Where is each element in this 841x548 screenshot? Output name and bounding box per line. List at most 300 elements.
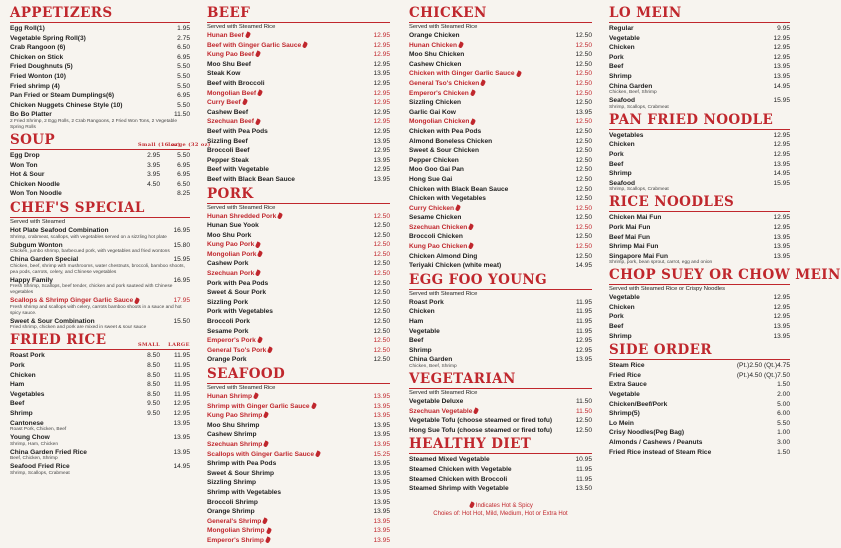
menu-item xyxy=(409,117,592,127)
menu-item xyxy=(207,421,390,431)
item-price: 1.50 xyxy=(777,381,790,389)
section-fried-rice xyxy=(10,333,190,477)
item-large-price: 13.95 xyxy=(173,419,190,427)
item-price: 11.50 xyxy=(575,407,592,415)
item-price: 15.95 xyxy=(773,97,790,105)
menu-item xyxy=(609,72,790,82)
item-price: 13.95 xyxy=(373,527,390,535)
section-beef xyxy=(207,6,390,185)
item-price: 11.50 xyxy=(575,398,592,405)
item-name-text: General Tso's Pork xyxy=(207,346,267,354)
item-price: 12.95 xyxy=(373,108,390,116)
item-prices xyxy=(138,399,190,409)
chili-pepper-icon xyxy=(134,297,140,304)
item-name xyxy=(409,89,475,99)
section-title xyxy=(10,333,190,350)
item-name xyxy=(409,98,461,108)
item-name xyxy=(609,24,634,34)
item-description: Shrimp, Scallops, Crabmeat xyxy=(10,471,70,476)
item-name xyxy=(207,50,260,60)
item-price: 12.50 xyxy=(373,298,390,306)
item-price: (Pt.)4.50 (Qt.)7.50 xyxy=(736,371,790,379)
item-name xyxy=(609,53,624,63)
item-name xyxy=(207,526,271,536)
section-chefs-special xyxy=(10,201,190,332)
item-large-price: 11.95 xyxy=(173,352,190,360)
item-small-price: 8.50 xyxy=(147,362,160,370)
item-name xyxy=(207,79,265,89)
item-price: 6.50 xyxy=(177,44,190,52)
chili-pepper-icon xyxy=(455,204,461,211)
item-large-price: 11.95 xyxy=(173,390,190,398)
item-name xyxy=(609,34,640,44)
section-title: PORK xyxy=(207,187,390,204)
item-name-text: Chicken xyxy=(409,308,435,316)
menu-item xyxy=(10,101,190,111)
item-description: Shrimp, Scallops, Crabmeat xyxy=(609,104,669,110)
item-name-text: Almonds / Cashews / Peanuts xyxy=(609,439,703,446)
item-price: 13.95 xyxy=(373,402,390,410)
menu-item xyxy=(409,137,592,147)
chili-pepper-icon xyxy=(302,41,308,48)
item-large-price: 13.95 xyxy=(173,434,190,442)
item-large-price: 14.95 xyxy=(173,463,190,471)
item-price: 12.50 xyxy=(575,252,592,260)
item-name-text: Hot Plate Seafood Combination xyxy=(10,226,109,234)
item-name xyxy=(609,242,658,252)
item-price: 12.50 xyxy=(575,417,592,425)
menu-item xyxy=(409,307,592,317)
item-name xyxy=(207,41,307,51)
item-name xyxy=(409,455,490,465)
item-price: 6.95 xyxy=(177,53,190,61)
item-name xyxy=(10,189,62,199)
item-price: 12.95 xyxy=(373,118,390,126)
item-price: 13.95 xyxy=(373,440,390,448)
item-name xyxy=(207,411,268,421)
item-name xyxy=(207,298,248,308)
item-name xyxy=(10,180,60,190)
menu-item xyxy=(609,62,790,72)
menu-item xyxy=(409,31,592,41)
menu-item xyxy=(207,440,390,450)
section-title-text: FRIED RICE xyxy=(10,332,107,349)
item-small-price: 9.50 xyxy=(147,410,160,418)
menu-item xyxy=(409,336,592,346)
item-name-text: Moo Shu Shrimp xyxy=(207,421,260,429)
item-price: 12.95 xyxy=(773,313,790,321)
item-price: 12.95 xyxy=(773,53,790,61)
item-name xyxy=(207,269,260,279)
menu-item xyxy=(409,165,592,175)
item-price: 13.95 xyxy=(373,479,390,487)
menu-item xyxy=(207,327,390,337)
item-name xyxy=(207,421,259,431)
section-subtitle: Served with Steamed xyxy=(10,218,66,225)
menu-item xyxy=(409,69,592,79)
menu-item xyxy=(207,469,390,479)
item-name-text: Moo Shu Pork xyxy=(207,231,252,239)
menu-item xyxy=(10,34,190,44)
item-description: Shrimp, Scallops, Crabmeat xyxy=(609,187,669,193)
item-name-text: Chicken on Stick xyxy=(10,53,64,61)
item-price: 12.95 xyxy=(373,60,390,68)
menu-footer xyxy=(409,502,592,518)
item-name-text: Shrimp xyxy=(609,332,632,340)
menu-item xyxy=(409,252,592,262)
section-title: SIDE ORDER xyxy=(609,343,790,360)
menu-item xyxy=(409,242,592,252)
item-price: 15.95 xyxy=(173,256,190,264)
menu-item xyxy=(10,82,190,92)
item-price: 12.50 xyxy=(575,166,592,174)
item-name-text: Vegetable xyxy=(609,34,640,42)
item-large-price: 8.25 xyxy=(177,190,190,198)
item-price: 12.95 xyxy=(373,147,390,155)
item-name xyxy=(409,156,459,166)
item-name-text: Sweet & Sour Combination xyxy=(10,317,95,325)
item-name-text: Pork xyxy=(609,53,624,61)
item-name xyxy=(10,170,44,180)
menu-item xyxy=(609,160,790,170)
item-large-price: 6.95 xyxy=(177,171,190,179)
item-description: Beef, Chicken, Shrimp xyxy=(10,456,58,462)
item-name-text: Won Ton xyxy=(10,161,38,169)
menu-item xyxy=(207,536,390,546)
item-price: 11.95 xyxy=(575,298,592,306)
item-name-text: Orange Pork xyxy=(207,356,247,364)
item-name xyxy=(207,317,250,327)
item-name xyxy=(609,419,634,429)
item-name-text: Vegetable Tofu (choose steamed or fired tofu) xyxy=(409,417,553,425)
item-name-text: Shrimp xyxy=(10,410,33,418)
item-name xyxy=(10,380,24,390)
item-name-text: Beef xyxy=(409,337,424,345)
menu-item xyxy=(10,351,190,361)
item-price: 3.00 xyxy=(777,439,790,446)
item-price: 13.95 xyxy=(373,431,390,439)
item-name-text: Kung Pao Pork xyxy=(207,241,255,249)
item-name-text: Pork Mai Fun xyxy=(609,223,651,231)
section-subtitle: Served with Steamed Rice xyxy=(207,24,276,30)
menu-item xyxy=(609,409,790,419)
menu-item xyxy=(609,34,790,44)
item-name-text: Steam Rice xyxy=(609,362,645,370)
item-name-text: Sweet & Sour Chicken xyxy=(409,147,479,155)
menu-item xyxy=(409,156,592,166)
chili-pepper-icon xyxy=(257,89,263,96)
item-name-text: Seafood xyxy=(609,179,636,187)
item-price: 11.95 xyxy=(575,475,592,483)
item-price: 12.50 xyxy=(373,241,390,249)
item-small-price: 8.50 xyxy=(147,390,160,398)
menu-item xyxy=(207,41,390,51)
item-name xyxy=(207,31,250,41)
item-price: 12.50 xyxy=(575,70,592,78)
item-price: 12.50 xyxy=(373,222,390,230)
item-price: 1.00 xyxy=(777,429,790,437)
item-description: Chicken, Beef, Shrimp xyxy=(609,90,657,96)
menu-item xyxy=(609,213,790,223)
menu-item xyxy=(207,231,390,241)
section-subtitle: Served with Steamed Rice xyxy=(207,204,276,211)
item-large-price: 6.50 xyxy=(177,180,190,188)
menu-item xyxy=(609,303,790,313)
hot-legend-text: Indicates Hot & Spicy xyxy=(475,502,533,509)
item-prices xyxy=(138,151,190,161)
item-small-price xyxy=(138,448,160,458)
item-price: 16.95 xyxy=(173,276,190,284)
chili-pepper-icon xyxy=(267,346,273,353)
item-name-text: Chicken Mai Fun xyxy=(609,214,662,222)
item-price: 17.95 xyxy=(173,297,190,305)
item-name xyxy=(207,517,267,527)
item-name xyxy=(10,151,40,161)
item-price: 13.95 xyxy=(773,72,790,80)
item-name xyxy=(10,72,66,82)
item-name-text: Cashew Chicken xyxy=(409,60,462,68)
section-vegetarian xyxy=(409,372,592,435)
item-description: Chicken, Beef, Shrimp xyxy=(409,364,457,369)
item-name-text: Sesame Pork xyxy=(207,327,249,335)
menu-item xyxy=(10,72,190,82)
item-name-text: Shrimp with Vegetables xyxy=(207,488,282,496)
item-name-text: General's Shrimp xyxy=(207,517,262,525)
menu-item xyxy=(207,526,390,536)
item-name xyxy=(409,336,423,346)
item-price: 12.50 xyxy=(575,60,592,68)
menu-item xyxy=(10,390,190,400)
item-price: 12.50 xyxy=(373,289,390,297)
item-name xyxy=(609,380,647,390)
item-name-text: Cantonese xyxy=(10,419,44,427)
menu-item xyxy=(609,400,790,410)
chili-pepper-icon xyxy=(470,118,476,125)
item-price: 12.50 xyxy=(373,231,390,239)
item-name xyxy=(409,41,463,51)
item-name-text: Hunan Shrimp xyxy=(207,393,253,400)
menu-item xyxy=(10,151,190,161)
item-price: 12.50 xyxy=(373,212,390,220)
menu-item xyxy=(207,507,390,517)
item-name xyxy=(409,484,509,494)
item-price: 1.95 xyxy=(177,25,190,32)
item-name-text: Chicken with Black Bean Sauce xyxy=(409,185,509,193)
item-name xyxy=(207,175,295,185)
menu-item xyxy=(207,288,390,298)
item-name xyxy=(207,137,248,147)
menu-item xyxy=(609,131,790,141)
item-name-text: China Garden xyxy=(609,82,653,90)
chili-pepper-icon xyxy=(468,243,474,250)
item-small-price: 3.95 xyxy=(147,161,160,169)
menu-item xyxy=(10,170,190,180)
item-name xyxy=(409,327,440,337)
section-title: SEAFOOD xyxy=(207,367,390,384)
item-name-text: Beef with Ginger Garlic Sauce xyxy=(207,41,302,49)
menu-item xyxy=(207,146,390,156)
item-name-text: Beef with Pea Pods xyxy=(207,127,268,135)
item-name xyxy=(10,409,33,419)
item-name-text: Scallops & Shrimp Ginger Garlic Sauce xyxy=(10,297,134,305)
menu-item xyxy=(10,161,190,171)
item-name xyxy=(609,448,711,458)
small-size-header: Small (16 oz) xyxy=(138,141,181,148)
item-price: 13.95 xyxy=(373,498,390,506)
chili-pepper-icon xyxy=(257,337,263,344)
section-title: PAN FRIED NOODLE xyxy=(609,113,790,130)
chili-pepper-icon xyxy=(277,212,283,219)
section-subtitle: Served with Steamed Rice xyxy=(207,385,276,391)
item-description: Roast Pork, Chicken, Beef xyxy=(10,427,67,433)
item-name xyxy=(10,53,63,63)
item-name xyxy=(409,307,435,317)
item-price: 12.95 xyxy=(575,337,592,345)
item-name-text: Mongolian Beef xyxy=(207,89,257,97)
item-price: 15.80 xyxy=(173,241,190,249)
menu-item xyxy=(409,127,592,137)
item-name xyxy=(409,317,423,327)
item-price: 12.50 xyxy=(575,41,592,49)
menu-item xyxy=(609,150,790,160)
item-prices xyxy=(138,371,190,381)
item-price: 13.95 xyxy=(373,517,390,525)
section-title: CHEF'S SPECIAL xyxy=(10,201,190,218)
item-price: 13.95 xyxy=(773,243,790,251)
item-name xyxy=(409,346,432,356)
item-name xyxy=(609,169,632,179)
item-name xyxy=(207,231,251,241)
item-name xyxy=(609,428,684,438)
item-name-text: Szechuan Pork xyxy=(207,270,255,278)
item-name-text: China Garden Special xyxy=(10,256,79,264)
item-price: 13.95 xyxy=(373,412,390,420)
item-name xyxy=(609,131,643,141)
menu-item xyxy=(609,24,790,34)
item-name xyxy=(609,72,632,82)
item-price: 10.95 xyxy=(575,456,592,464)
item-name-text: Cashew Pork xyxy=(207,260,249,268)
menu-item xyxy=(409,108,592,118)
section-subtitle: Served with Steamed Rice or Crispy Noodles xyxy=(609,286,725,293)
item-name-text: Beef xyxy=(609,160,624,168)
item-name-text: Chicken/Beef/Pork xyxy=(609,400,668,408)
chili-pepper-icon xyxy=(255,241,261,248)
item-description: Fried shrimp, chicken and pork are mixed in sweet & sour sauce xyxy=(10,325,147,331)
large-size-header: LARGE xyxy=(168,342,190,349)
item-name xyxy=(609,140,635,150)
menu-item xyxy=(207,250,390,260)
menu-item xyxy=(10,53,190,63)
menu-item xyxy=(10,380,190,390)
item-name-text: Seafood xyxy=(609,97,636,105)
item-name xyxy=(409,137,492,147)
size-headers xyxy=(138,342,190,348)
menu-item xyxy=(10,180,190,190)
menu-item xyxy=(409,50,592,60)
item-price: 13.95 xyxy=(373,469,390,477)
menu-item xyxy=(409,98,592,108)
item-name-text: Szechuan Beef xyxy=(207,118,254,126)
item-name xyxy=(409,223,473,233)
item-price: 12.50 xyxy=(373,270,390,278)
menu-item xyxy=(409,60,592,70)
item-price: 15.50 xyxy=(173,317,190,325)
item-price: 12.50 xyxy=(575,51,592,59)
item-name-text: Kung Pao Shrimp xyxy=(207,412,263,420)
item-price: 13.95 xyxy=(773,323,790,331)
menu-item xyxy=(409,89,592,99)
section-side-order xyxy=(609,343,790,457)
menu-item xyxy=(10,371,190,381)
menu-item xyxy=(409,204,592,214)
item-price: 12.95 xyxy=(373,89,390,97)
item-name xyxy=(207,240,260,250)
menu-item xyxy=(207,459,390,469)
section-lo-mein xyxy=(609,6,790,111)
item-name-text: Sizzling Pork xyxy=(207,298,249,306)
menu-item xyxy=(207,240,390,250)
item-price: 15.25 xyxy=(373,450,390,458)
item-name-text: Pork with Vegetables xyxy=(207,308,273,316)
item-name-text: Scallops with Ginger Garlic Sauce xyxy=(207,450,315,458)
menu-item xyxy=(409,79,592,89)
item-name xyxy=(409,117,475,127)
item-price: 6.00 xyxy=(777,410,790,418)
item-name xyxy=(207,498,258,508)
menu-item xyxy=(207,50,390,60)
item-price: 15.95 xyxy=(773,179,790,187)
chili-pepper-icon xyxy=(253,393,259,400)
item-price: 12.50 xyxy=(575,185,592,193)
menu-item xyxy=(207,156,390,166)
item-name xyxy=(10,82,60,92)
item-name-text: Vegetable Deluxe xyxy=(409,398,464,405)
item-name xyxy=(207,288,266,298)
item-price: 12.50 xyxy=(575,243,592,251)
item-price: 2.00 xyxy=(777,391,790,399)
item-name-text: Egg Drop xyxy=(10,151,40,159)
item-price: 9.95 xyxy=(777,25,790,32)
item-name xyxy=(609,400,667,410)
item-name xyxy=(207,259,248,269)
item-name-text: Orange Shrimp xyxy=(207,508,255,516)
item-name-text: Beef xyxy=(10,400,25,408)
item-name xyxy=(409,252,477,262)
item-price: 12.95 xyxy=(373,99,390,107)
menu-item xyxy=(409,213,592,223)
item-price: 16.95 xyxy=(173,226,190,234)
item-name-text: Moo Shu Chicken xyxy=(409,51,465,59)
item-price: 12.95 xyxy=(773,150,790,158)
item-prices xyxy=(138,351,190,361)
item-large-price: 5.50 xyxy=(177,151,190,159)
item-price: 12.50 xyxy=(575,127,592,135)
item-price: 12.95 xyxy=(773,44,790,52)
item-name xyxy=(207,355,247,365)
chili-pepper-icon xyxy=(263,441,269,448)
item-name-text: Pepper Steak xyxy=(207,156,249,164)
item-price: 13.95 xyxy=(575,108,592,116)
large-size-header: Large (32 oz) xyxy=(168,141,211,148)
item-name-text: Pork xyxy=(609,150,624,158)
item-name xyxy=(207,98,247,108)
item-name xyxy=(207,212,282,222)
item-small-price: 9.50 xyxy=(147,400,160,408)
item-price: 12.95 xyxy=(373,51,390,59)
column-3 xyxy=(409,6,592,518)
item-price: 2.75 xyxy=(177,34,190,42)
